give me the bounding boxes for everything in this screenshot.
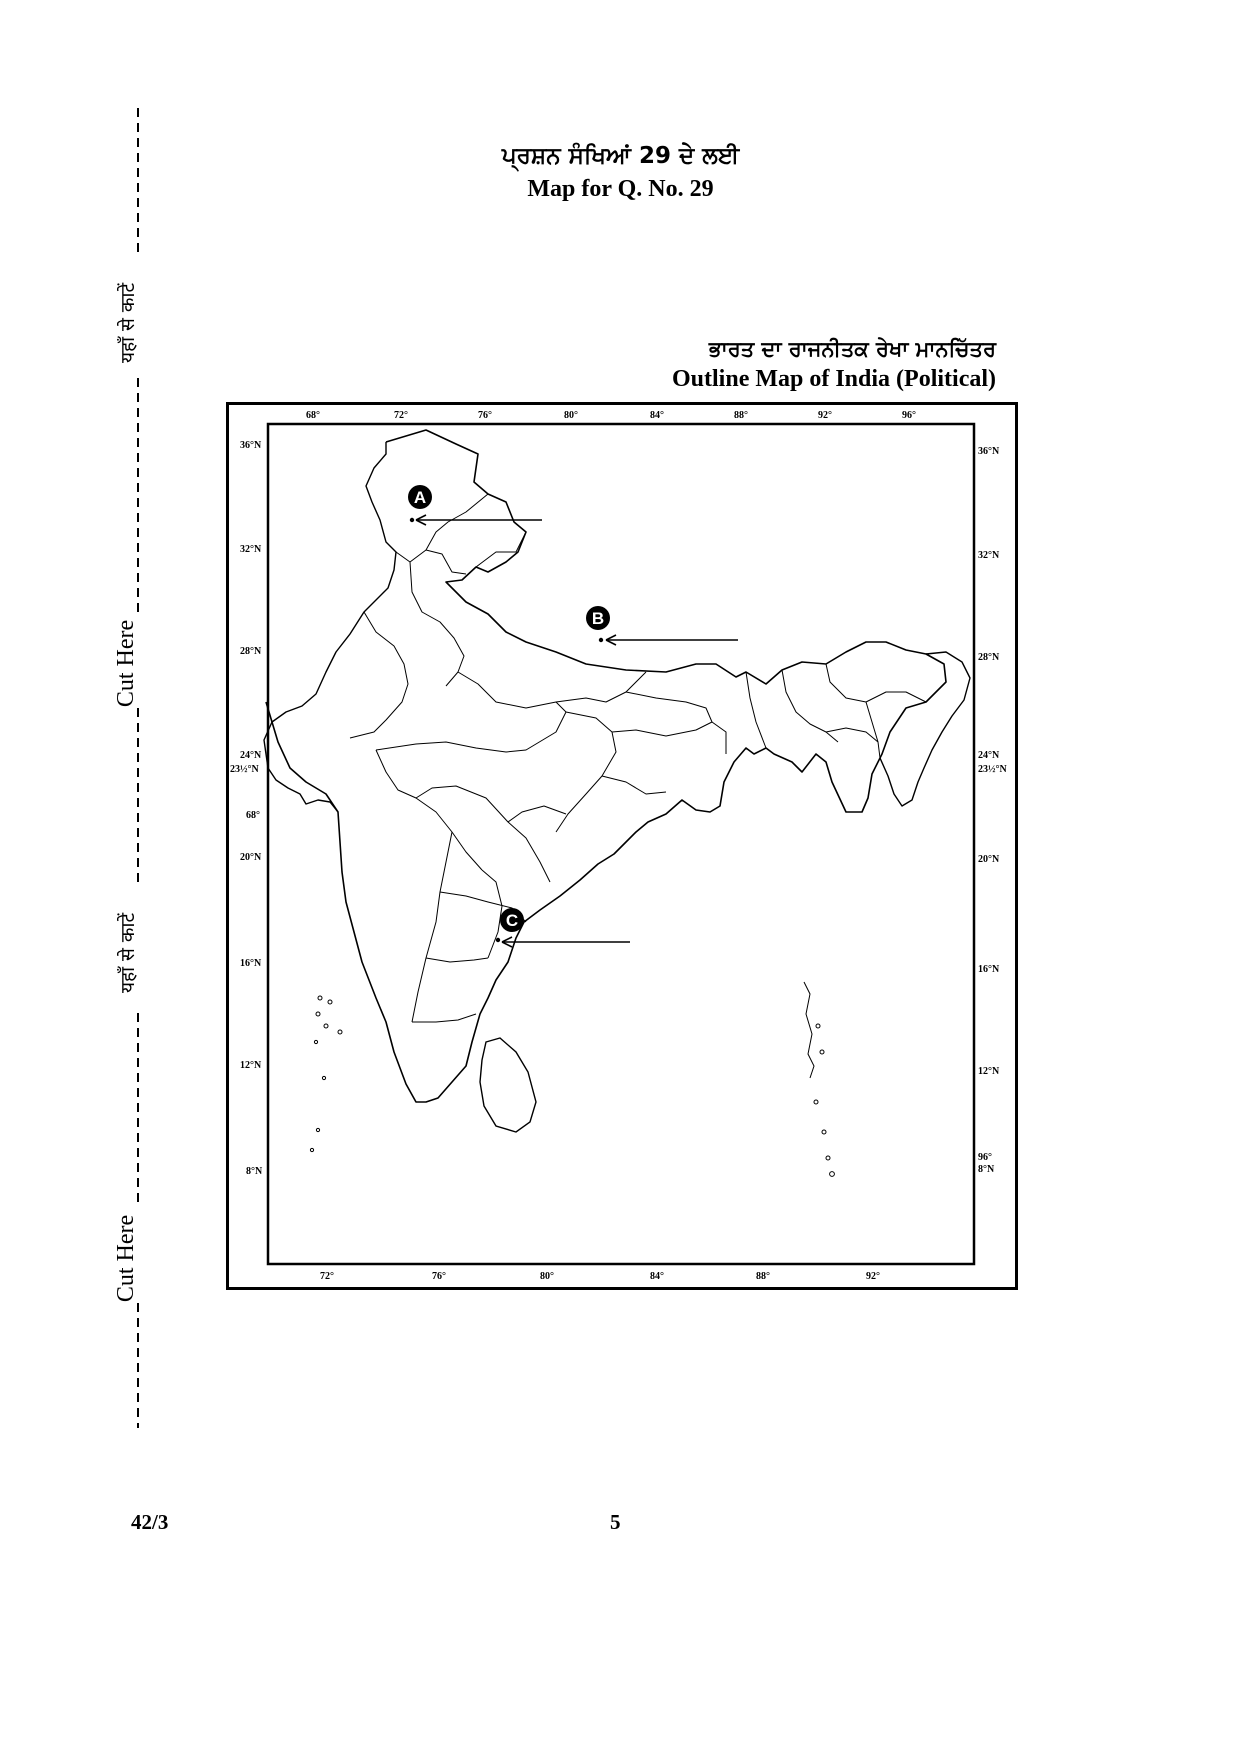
tick-label-right: 28°N <box>978 652 1000 663</box>
sri-lanka-outline <box>480 1038 536 1132</box>
tick-label-left: 8°N <box>246 1166 263 1177</box>
tick-label-bottom: 76° <box>432 1271 446 1282</box>
tick-label-bottom: 72° <box>320 1271 334 1282</box>
left-latitude-labels <box>230 440 263 1177</box>
tick-label-top: 72° <box>394 410 408 421</box>
paper-code: 42/3 <box>131 1510 169 1534</box>
tick-label-right: 24°N <box>978 750 1000 761</box>
cut-strip <box>112 108 142 1428</box>
bottom-longitude-labels <box>320 1271 880 1282</box>
tick-label-bottom: 92° <box>866 1271 880 1282</box>
tick-label-right: 8°N <box>978 1164 995 1175</box>
marker-b <box>586 606 738 645</box>
tick-label-right: 16°N <box>978 964 1000 975</box>
tick-label-left: 23½°N <box>230 764 259 775</box>
tick-label-left: 32°N <box>240 544 262 555</box>
tick-label-left: 68° <box>246 810 260 821</box>
india-mainland-outline <box>266 430 946 1102</box>
tick-label-bottom: 80° <box>540 1271 554 1282</box>
tick-label-top: 80° <box>564 410 578 421</box>
marker-b-label: B <box>591 609 605 628</box>
tick-label-right: 96° <box>978 1152 992 1163</box>
tick-label-right: 36°N <box>978 446 1000 457</box>
inner-neatline <box>268 424 974 1264</box>
map-title-punjabi: ਭਾਰਤ ਦਾ ਰਾਜਨੀਤਕ ਰੇਖਾ ਮਾਨਚਿੱਤਰ <box>708 337 996 361</box>
tick-label-bottom: 88° <box>756 1271 770 1282</box>
state-borders <box>350 494 926 1022</box>
page-number: 5 <box>610 1510 621 1534</box>
tick-label-left: 28°N <box>240 646 262 657</box>
india-outline-map <box>226 402 1018 1290</box>
marker-a-label: A <box>413 488 427 507</box>
top-longitude-labels <box>306 410 916 421</box>
tick-label-top: 96° <box>902 410 916 421</box>
tick-label-top: 68° <box>306 410 320 421</box>
tick-label-left: 20°N <box>240 852 262 863</box>
tick-label-left: 16°N <box>240 958 262 969</box>
marker-c-label: C <box>505 911 519 930</box>
tick-label-top: 76° <box>478 410 492 421</box>
tick-label-top: 84° <box>650 410 664 421</box>
tick-label-left: 36°N <box>240 440 262 451</box>
cut-here-hindi-2: यहाँ से काटें <box>117 912 140 994</box>
tick-label-right: 20°N <box>978 854 1000 865</box>
islands <box>310 982 834 1176</box>
cut-here-1: Cut Here <box>113 619 140 707</box>
tick-label-right: 32°N <box>978 550 1000 561</box>
tick-label-left: 24°N <box>240 750 262 761</box>
tick-label-left: 12°N <box>240 1060 262 1071</box>
question-heading-punjabi: ਪ੍ਰਸ਼ਨ ਸੰਖਿਆਂ 29 ਦੇ ਲਈ <box>501 143 740 169</box>
india-west-outline <box>264 442 396 812</box>
tick-label-right: 12°N <box>978 1066 1000 1077</box>
map-title-english: Outline Map of India (Political) <box>672 366 996 392</box>
question-heading-english: Map for Q. No. 29 <box>527 176 714 202</box>
tick-label-right: 23½°N <box>978 764 1007 775</box>
right-latitude-labels <box>978 446 1007 1175</box>
tick-label-bottom: 84° <box>650 1271 664 1282</box>
cut-here-2: Cut Here <box>113 1214 140 1302</box>
marker-c <box>496 908 630 947</box>
tick-label-top: 92° <box>818 410 832 421</box>
tick-label-top: 88° <box>734 410 748 421</box>
india-northeast-outline <box>880 652 970 806</box>
cut-here-hindi-1: यहाँ से काटें <box>117 282 140 364</box>
